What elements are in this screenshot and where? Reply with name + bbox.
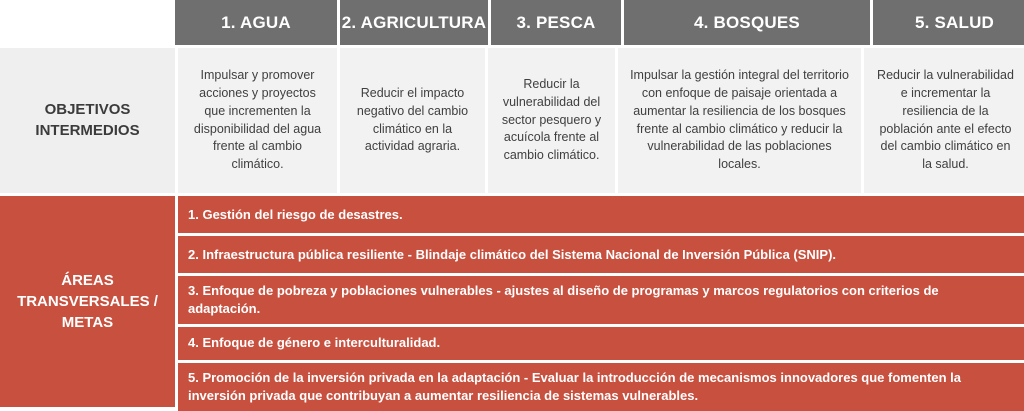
objetivo-cell-salud: Reducir la vulnerabilidad e incrementar la resiliencia de la población ante el efecto del cambio climático en la salud. [864,48,1024,196]
list-item: 1. Gestión del riesgo de desastres. [178,196,1024,236]
list-item: 5. Promoción de la inversión privada en la adaptación - Evaluar la introducción de mecanismos innovadores que fomenten la inversión privada que contribuyan a aumentar resiliencia de sistemas vulnerables. [178,363,1024,411]
table-header-row [0,0,1024,48]
objetivo-cell-agua: Impulsar y promover acciones y proyectos que incrementen la disponibilidad del agua frente al cambio climático. [178,48,340,196]
column-header-agricultura: 2. AGRICULTURA [340,0,491,48]
column-header-pesca: 3. PESCA [491,0,624,48]
objetivo-cell-bosques: Impulsar la gestión integral del territorio con enfoque de paisaje orientada a aumentar la resiliencia de los bosques frente al cambio climático y reducir la vulnerabilidad de las poblaciones locales. [618,48,864,196]
column-header-salud: 5. SALUD [873,0,1024,48]
row-label-line-1: OBJETIVOS [44,101,131,119]
row-label-areas-transversales [0,196,178,407]
row-label-objetivos-intermedios [0,48,178,196]
header-corner-blank [0,0,175,48]
objetivo-cell-pesca: Reducir la vulnerabilidad del sector pesquero y acuícola frente al cambio climático. [488,48,618,196]
areas-label-line-3: METAS [61,314,114,331]
areas-label-line-1: ÁREAS [61,272,114,289]
list-item: 2. Infraestructura pública resiliente - Blindaje climático del Sistema Nacional de Inversión Pública (SNIP). [178,236,1024,276]
areas-label-line-2: TRANSVERSALES / [17,293,158,310]
column-header-agua: 1. AGUA [175,0,340,48]
objetivos-intermedios-row [0,48,1024,196]
column-header-bosques: 4. BOSQUES [624,0,873,48]
list-item: 3. Enfoque de pobreza y poblaciones vulnerables - ajustes al diseño de programas y marcos regulatorios con criterios de adaptación. [178,276,1024,327]
list-item: 4. Enfoque de género e interculturalidad. [178,327,1024,363]
objetivo-cell-agricultura: Reducir el impacto negativo del cambio climático en la actividad agraria. [340,48,488,196]
row-label-line-2: INTERMEDIOS [35,121,140,139]
areas-transversales-row [0,196,1024,407]
areas-transversales-list [178,196,1024,407]
